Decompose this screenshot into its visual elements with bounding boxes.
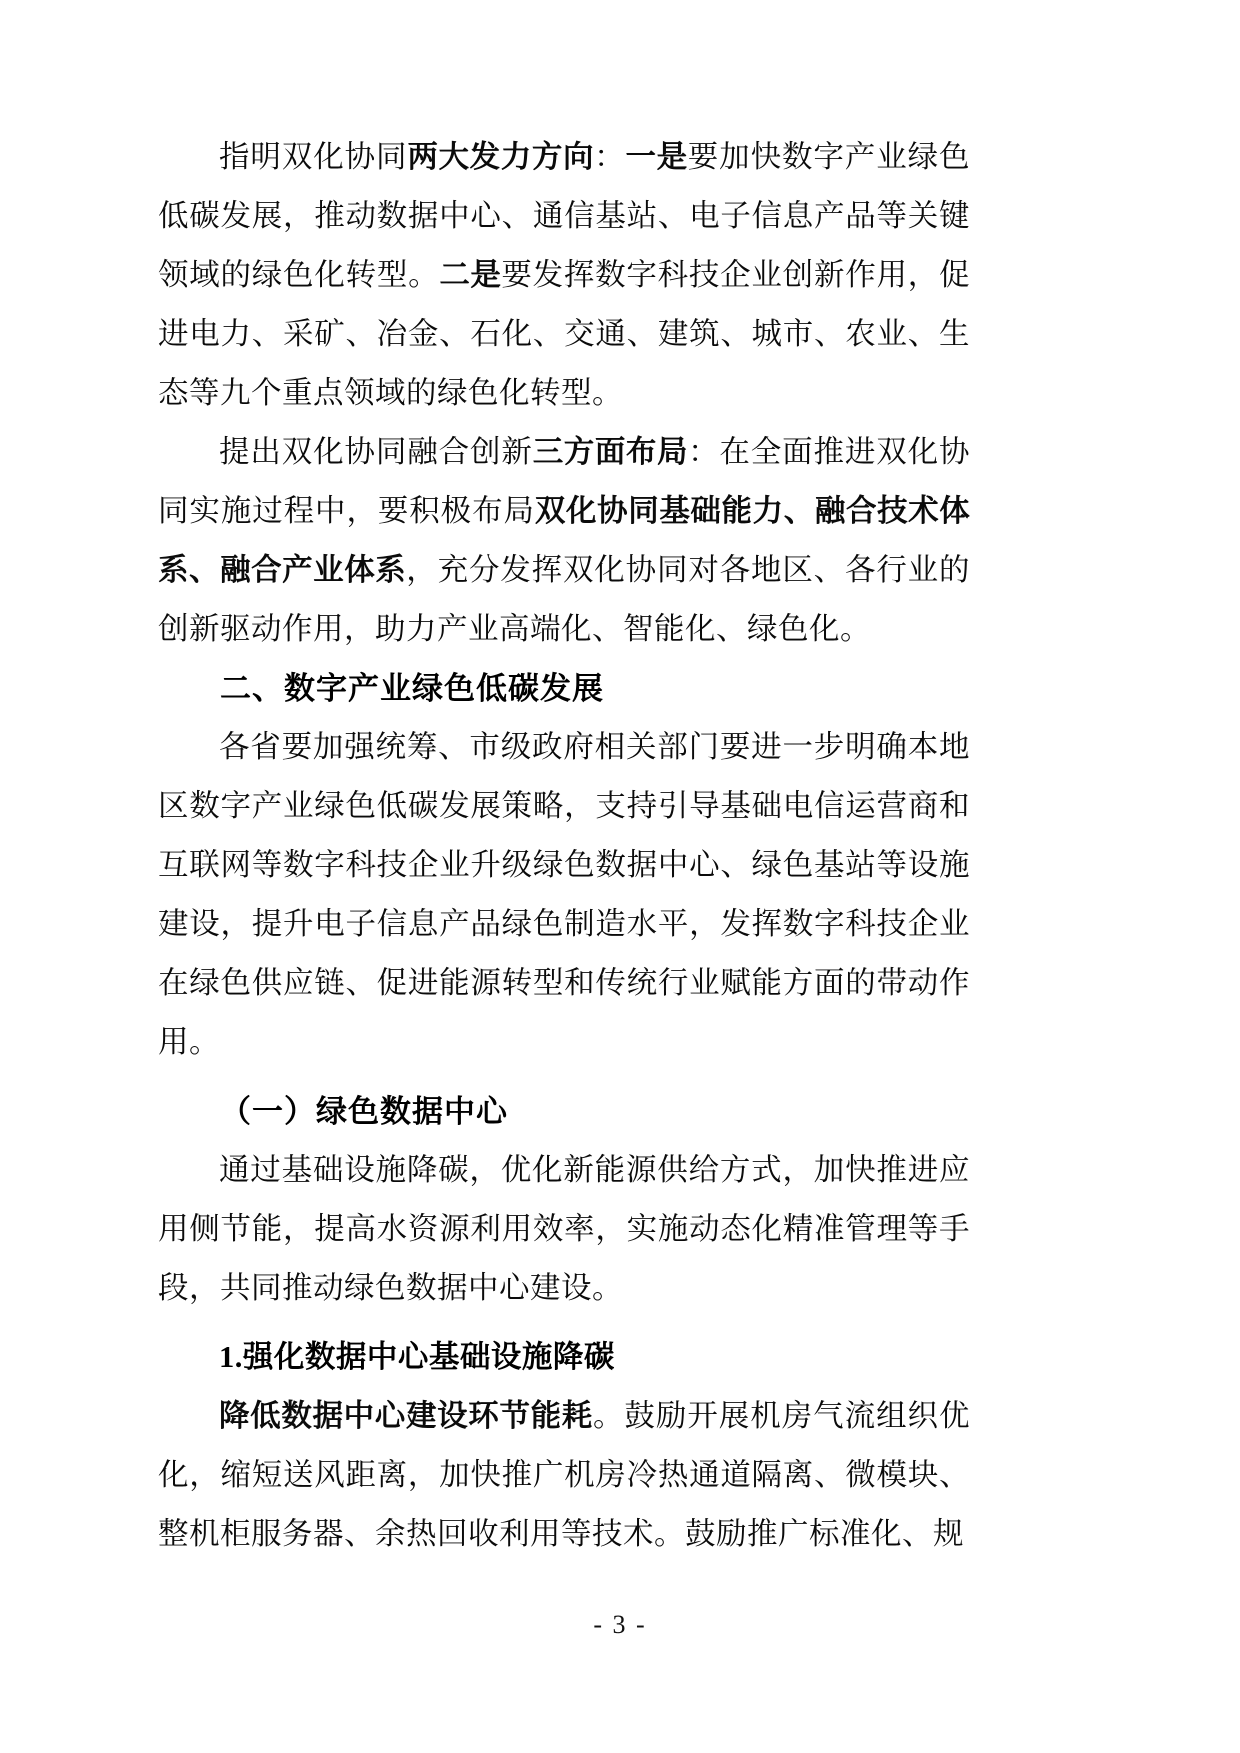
- emphasis-run: 双化协同基础能力、融合技术体系、融合产业体系: [158, 494, 970, 587]
- subsection-heading-1: （一）绿色数据中心: [220, 1094, 508, 1129]
- emphasis-run: 二是: [439, 258, 502, 292]
- section-heading-2: 二、数字产业绿色低碳发展: [220, 671, 604, 706]
- text-run: 要发挥数字科技企业创新作用，促进电力、采矿、冶金、石化、交通、建筑、城市、农业、生态等九个重点领域的绿色化转型。: [158, 258, 971, 410]
- emphasis-run: 降低数据中心建设环节能耗: [219, 1399, 593, 1433]
- text-run: ：: [594, 140, 626, 174]
- emphasis-run: 两大发力方向: [407, 140, 595, 174]
- emphasis-run: 三方面布局: [532, 435, 689, 469]
- text-run: 各省要加强统筹、市级政府相关部门要进一步明确本地区数字产业绿色低碳发展策略，支持引导基础电信运营商和互联网等数字科技企业升级绿色数据中心、绿色基站等设施建设，提升电子信息产品绿色制造水平，发挥数字科技企业在绿色供应链、促进能源转型和传统行业赋能方面的带动作用。: [158, 730, 970, 1059]
- text-run: 通过基础设施降碳，优化新能源供给方式，加快推进应用侧节能，提高水资源利用效率，实施动态化精准管理等手段，共同推动绿色数据中心建设。: [158, 1153, 970, 1305]
- vertical-spacer: [158, 1072, 970, 1082]
- text-run: 要加快数字产业绿色低碳发展，推动数据中心、通信基站、电子信息产品等关键领域的绿色化转型。: [158, 140, 971, 292]
- paragraph-2: [158, 423, 970, 659]
- paragraph-4: [158, 1141, 970, 1318]
- text-run: 提出双化协同融合创新: [219, 435, 533, 469]
- page-number: - 3 -: [593, 1610, 647, 1639]
- page-text-body: [158, 128, 970, 1564]
- item-heading-1: 1.强化数据中心基础设施降碳: [219, 1340, 615, 1374]
- paragraph-3: [158, 718, 970, 1072]
- text-run: ，充分发挥双化协同对各地区、各行业的创新驱动作用，助力产业高端化、智能化、绿色化。: [158, 553, 971, 646]
- vertical-spacer: [158, 1318, 970, 1328]
- text-run: ：在全面推进双化协同实施过程中，要积极布局: [158, 435, 971, 528]
- emphasis-run: 一是: [625, 140, 688, 174]
- paragraph-1: [158, 128, 970, 423]
- text-run: 。鼓励开展机房气流组织优化，缩短送风距离，加快推广机房冷热通道隔离、微模块、整机柜服务器、余热回收利用等技术。鼓励推广标准化、规: [158, 1399, 971, 1551]
- text-run: 指明双化协同: [219, 140, 408, 174]
- paragraph-5: [158, 1387, 970, 1564]
